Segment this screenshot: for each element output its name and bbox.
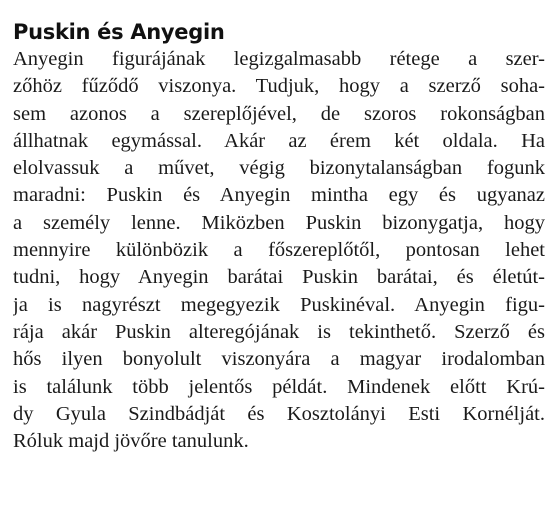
text-line: sem azonos a szereplőjével, de szoros rokonságban	[13, 102, 545, 125]
text-line: tudni, hogy Anyegin barátai Puskin barátai, és életút-	[13, 266, 545, 289]
body-paragraph	[13, 46, 545, 455]
text-line: maradni: Puskin és Anyegin mintha egy és ugyanaz	[13, 184, 545, 207]
text-line: elolvassuk a művet, végig bizonytalanságban fogunk	[13, 157, 545, 180]
text-line: a személy lenne. Miközben Puskin bizonygatja, hogy	[13, 211, 545, 234]
text-line: is találunk több jelentős példát. Mindenek előtt Krú-	[13, 375, 545, 398]
text-line: ja is nagyrészt megegyezik Puskinéval. Anyegin figu-	[13, 293, 545, 316]
text-line: hős ilyen bonyolult viszonyára a magyar irodalomban	[13, 348, 545, 371]
text-line: Róluk majd jövőre tanulunk.	[13, 430, 249, 453]
text-line: Anyegin figurájának legizgalmasabb rétege a szer-	[13, 48, 545, 70]
text-line: dy Gyula Szindbádját és Kosztolányi Esti Kornélját.	[13, 402, 545, 425]
text-line: állhatnak egymással. Akár az érem két oldala. Ha	[13, 129, 545, 152]
document-page	[13, 18, 545, 455]
text-line: zőhöz fűződő viszonya. Tudjuk, hogy a szerző soha-	[13, 75, 545, 98]
text-line: mennyire különbözik a főszereplőtől, pontosan lehet	[13, 239, 545, 262]
section-heading: Puskin és Anyegin	[13, 20, 225, 44]
text-line: rája akár Puskin alteregójának is tekinthető. Szerző és	[13, 320, 545, 343]
